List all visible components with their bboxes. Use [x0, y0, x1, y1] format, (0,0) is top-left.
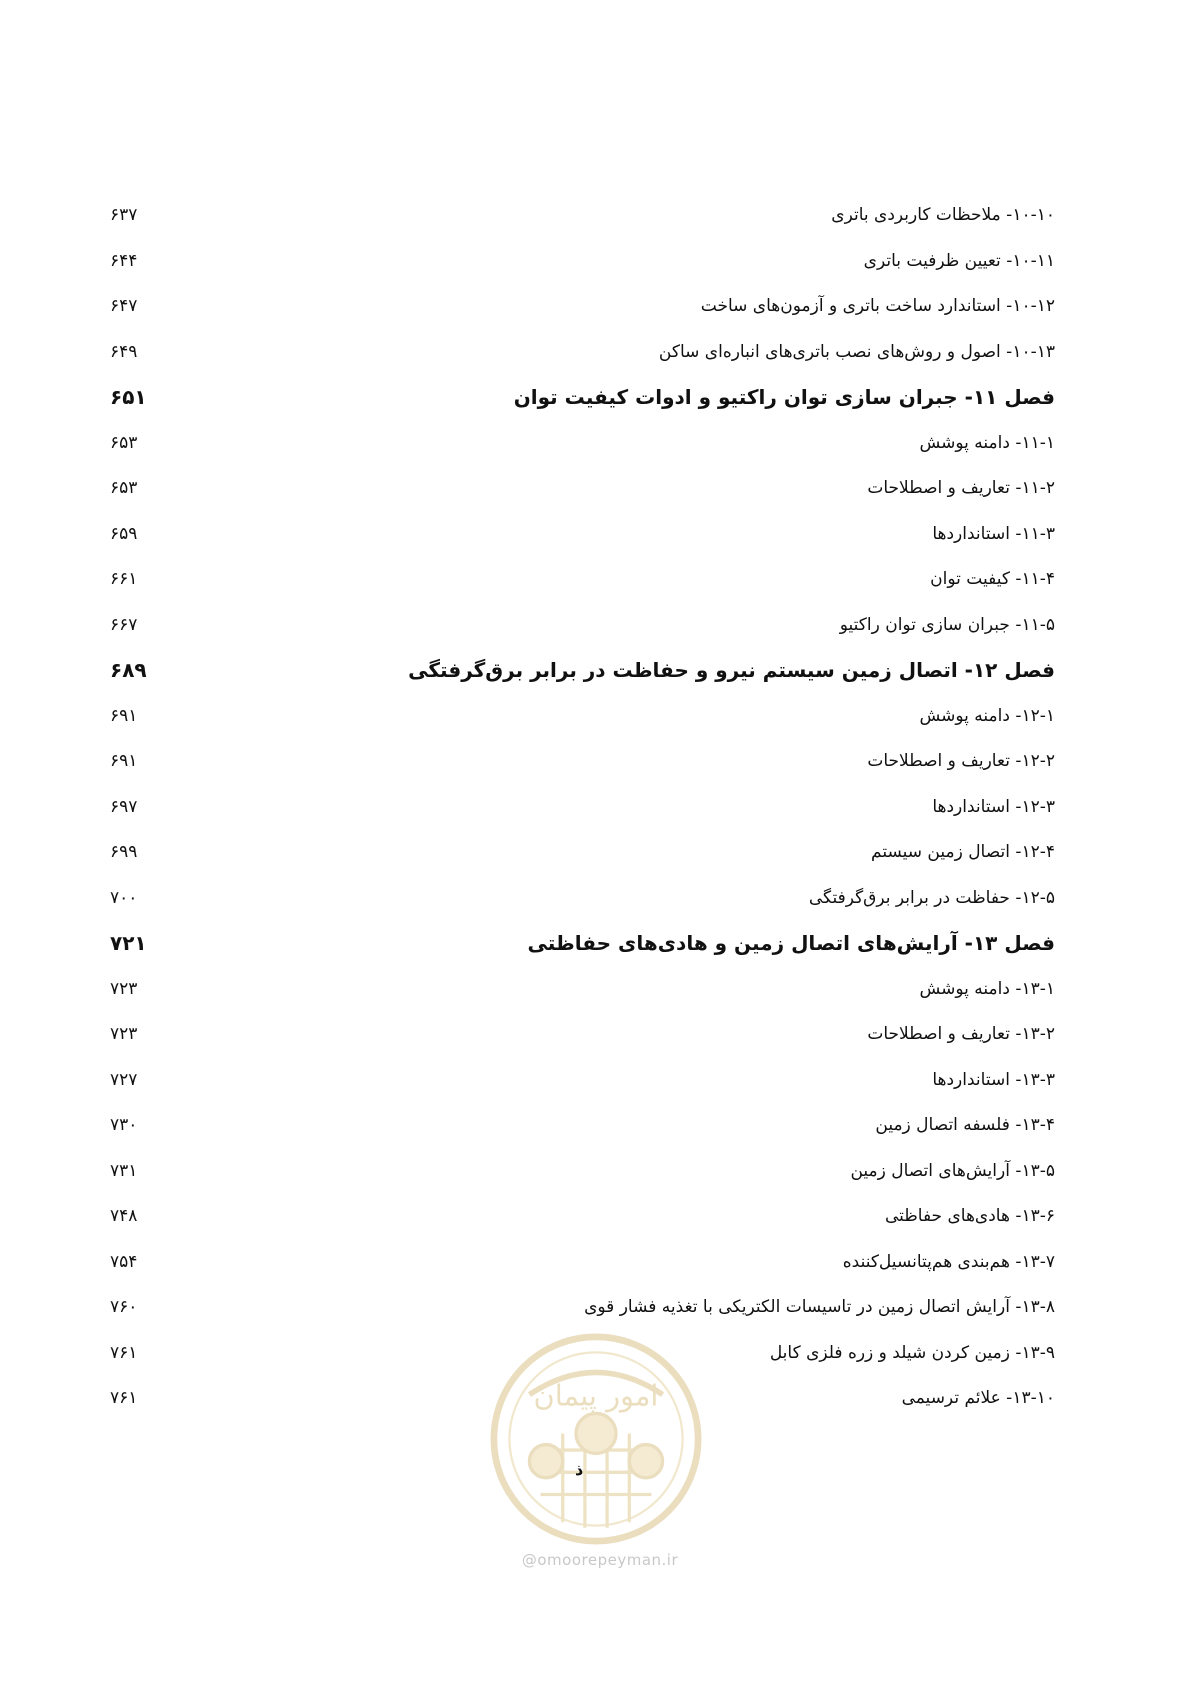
toc-entry-title: ۱۱-۵- جبران سازی توان راکتیو	[839, 614, 1055, 635]
toc-row[interactable]	[110, 746, 1055, 776]
toc-entry-title: ۱۰-۱۲- استاندارد ساخت باتری و آزمون‌های ساخت	[700, 296, 1055, 316]
toc-entry-page-number: ۷۶۱	[110, 1388, 138, 1408]
toc-entry-title: ۱۲-۳- استانداردها	[932, 796, 1055, 817]
toc-row[interactable]	[110, 1292, 1055, 1322]
toc-entry-page-number: ۶۳۷	[110, 205, 138, 225]
toc-entry-page-number: ۶۵۳	[110, 432, 138, 453]
toc-row[interactable]	[110, 883, 1055, 913]
toc-row[interactable]	[110, 1110, 1055, 1140]
toc-entry-page-number: ۶۹۱	[110, 705, 138, 726]
toc-entry-page-number: ۶۸۹	[110, 658, 147, 682]
toc-row[interactable]	[110, 792, 1055, 822]
toc-entry-page-number: ۷۶۱	[110, 1342, 138, 1363]
toc-entry-title: ۱۳-۱- دامنه پوشش	[919, 978, 1055, 999]
toc-entry-title: ۱۳-۳- استانداردها	[932, 1069, 1055, 1090]
watermark-logo-icon	[485, 1328, 707, 1550]
toc-row[interactable]	[110, 200, 1055, 230]
toc-row[interactable]	[110, 473, 1055, 503]
toc-entry-title: ۱۲-۲- تعاریف و اصطلاحات	[867, 751, 1055, 771]
toc-row[interactable]	[110, 701, 1055, 731]
toc-entry-title: ۱۲-۵- حفاظت در برابر برق‌گرفتگی	[808, 887, 1055, 908]
toc-entry-page-number: ۶۹۷	[110, 796, 138, 817]
toc-entry-title: ۱۰-۱۱- تعیین ظرفیت باتری	[863, 250, 1055, 271]
toc-row[interactable]	[110, 519, 1055, 549]
toc-entry-page-number: ۶۴۴	[110, 250, 138, 271]
toc-chapter-row[interactable]	[110, 382, 1055, 412]
toc-row[interactable]	[110, 1201, 1055, 1231]
toc-row[interactable]	[110, 1247, 1055, 1277]
toc-entry-title: ۱۱-۱- دامنه پوشش	[919, 432, 1055, 453]
toc-entry-page-number: ۶۴۹	[110, 341, 138, 362]
toc-chapter-row[interactable]	[110, 928, 1055, 958]
toc-row[interactable]	[110, 246, 1055, 276]
toc-entry-page-number: ۷۲۳	[110, 978, 138, 999]
toc-entry-page-number: ۷۲۱	[110, 931, 147, 955]
toc-row[interactable]	[110, 837, 1055, 867]
toc-entry-page-number: ۷۰۰	[110, 887, 138, 908]
toc-entry-title: ۱۱-۳- استانداردها	[932, 523, 1055, 544]
toc-entry-title: ۱۰-۱۳- اصول و روش‌های نصب باتری‌های انباره‌ای ساکن	[658, 341, 1055, 362]
toc-row[interactable]	[110, 291, 1055, 321]
toc-entry-page-number: ۶۵۳	[110, 478, 138, 498]
toc-entry-title: ۱۰-۱۰- ملاحظات کاربردی باتری	[831, 205, 1055, 225]
toc-row[interactable]	[110, 564, 1055, 594]
toc-row[interactable]	[110, 1156, 1055, 1186]
svg-text:امور پیمان: امور پیمان	[533, 1378, 659, 1413]
toc-entry-title: ۱۱-۲- تعاریف و اصطلاحات	[867, 478, 1055, 498]
toc-entry-page-number: ۷۶۰	[110, 1297, 138, 1317]
toc-row[interactable]	[110, 428, 1055, 458]
toc-entry-page-number: ۶۵۱	[110, 385, 147, 409]
toc-entry-title: فصل ۱۱- جبران سازی توان راکتیو و ادوات کیفیت توان	[513, 385, 1055, 409]
toc-entry-page-number: ۶۹۱	[110, 751, 138, 771]
toc-entry-page-number: ۷۳۱	[110, 1160, 138, 1181]
toc-entry-page-number: ۷۵۴	[110, 1251, 138, 1272]
toc-entry-page-number: ۶۵۹	[110, 523, 138, 544]
toc-entry-page-number: ۷۳۰	[110, 1115, 138, 1135]
page-number-letter: ذ	[575, 1460, 584, 1479]
toc-entry-title: ۱۳-۱۰- علائم ترسیمی	[901, 1388, 1055, 1408]
toc-entry-title: ۱۳-۲- تعاریف و اصطلاحات	[867, 1024, 1055, 1044]
toc-row[interactable]	[110, 610, 1055, 640]
toc-entry-title: ۱۱-۴- کیفیت توان	[930, 569, 1055, 589]
toc-entry-title: ۱۳-۷- هم‌بندی هم‌پتانسیل‌کننده	[842, 1251, 1055, 1272]
toc-entry-page-number: ۷۴۸	[110, 1206, 138, 1226]
toc-entry-title: ۱۳-۹- زمین کردن شیلد و زره فلزی کابل	[769, 1342, 1055, 1363]
toc-row[interactable]	[110, 337, 1055, 367]
watermark-url: @omoorepeyman.ir	[521, 1551, 679, 1569]
toc-entry-page-number: ۶۴۷	[110, 296, 138, 316]
toc-entry-page-number: ۶۶۷	[110, 614, 138, 635]
toc-entry-title: ۱۲-۱- دامنه پوشش	[919, 705, 1055, 726]
toc-row[interactable]	[110, 974, 1055, 1004]
toc-entry-page-number: ۶۶۱	[110, 569, 138, 589]
toc-entry-title: فصل ۱۲- اتصال زمین سیستم نیرو و حفاظت در برابر برق‌گرفتگی	[408, 658, 1055, 682]
toc-entry-title: ۱۳-۴- فلسفه اتصال زمین	[875, 1115, 1055, 1135]
toc-row[interactable]	[110, 1065, 1055, 1095]
toc-entry-title: ۱۳-۶- هادی‌های حفاظتی	[884, 1206, 1055, 1226]
toc-entry-title: فصل ۱۳- آرایش‌های اتصال زمین و هادی‌های حفاظتی	[527, 931, 1055, 955]
toc-entry-page-number: ۶۹۹	[110, 842, 138, 862]
toc-entry-page-number: ۷۲۳	[110, 1024, 138, 1044]
toc-entry-page-number: ۷۲۷	[110, 1069, 138, 1090]
toc-entry-title: ۱۳-۸- آرایش اتصال زمین در تاسیسات الکتریکی با تغذیه فشار قوی	[584, 1297, 1055, 1317]
toc-row[interactable]	[110, 1019, 1055, 1049]
toc-entry-title: ۱۲-۴- اتصال زمین سیستم	[871, 842, 1055, 862]
toc-entry-title: ۱۳-۵- آرایش‌های اتصال زمین	[850, 1160, 1055, 1181]
toc-chapter-row[interactable]	[110, 655, 1055, 685]
